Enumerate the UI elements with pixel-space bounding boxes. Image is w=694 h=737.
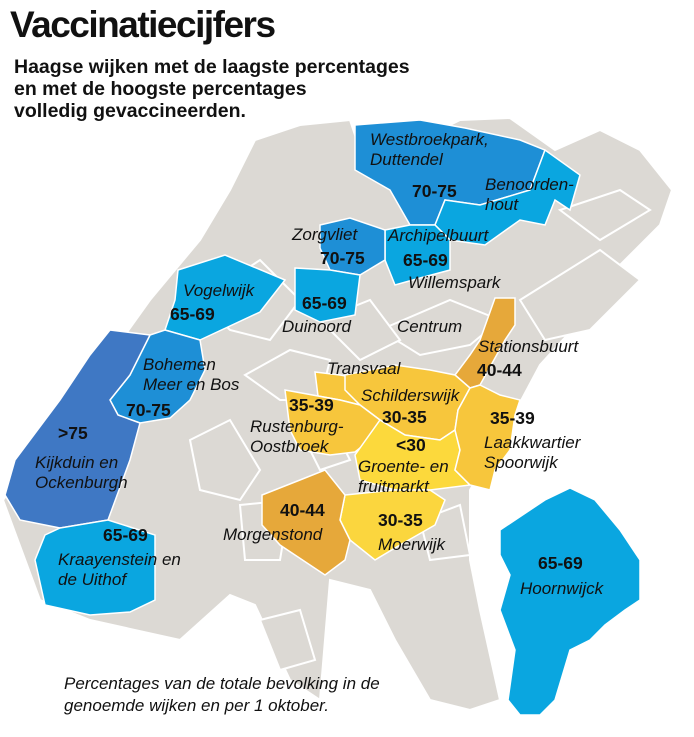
pct-hoornwijck: 65-69 — [538, 553, 583, 573]
label-duinoord: Duinoord — [282, 317, 351, 336]
map-title: Vaccinatiecijfers — [10, 4, 275, 45]
pct-morgenstond: 40-44 — [280, 500, 325, 520]
subtitle-line: volledig gevaccineerden. — [14, 100, 246, 122]
label-schilderswijk: Schilderswijk — [361, 386, 460, 405]
district-hoornwijck — [500, 488, 640, 715]
label-transvaal: Transvaal — [327, 359, 401, 378]
label-westbroekpark: Westbroekpark, Duttendel — [370, 130, 489, 169]
label-rustenburg: Rustenburg-Oostbroek — [250, 417, 344, 456]
label-vogelwijk: Vogelwijk — [183, 281, 255, 300]
pct-vogelwijk: 65-69 — [170, 304, 215, 324]
label-kraayenstein: Kraayenstein en de Uithof — [58, 550, 181, 589]
label-groente: Groente- en fruitmarkt — [358, 457, 449, 496]
label-centrum: Centrum — [397, 317, 463, 336]
pct-kraayenstein: 65-69 — [103, 525, 148, 545]
pct-duinoord: 65-69 — [302, 293, 347, 313]
label-benoordenhout: Benoorden-hout — [485, 175, 574, 214]
label-archipelbuurt: Archipelbuurt — [388, 226, 489, 245]
pct-stationsbuurt: 40-44 — [477, 360, 522, 380]
label-zorgvliet: Zorgvliet — [292, 225, 358, 244]
pct-groente: <30 — [396, 435, 426, 455]
pct-bohemen: 70-75 — [126, 400, 171, 420]
pct-rustenburg: 35-39 — [289, 395, 334, 415]
label-morgenstond: Morgenstond — [223, 525, 323, 544]
footnote-line: Percentages van de totale bevolking in de — [64, 674, 380, 693]
footnote-line: genoemde wijken en per 1 oktober. — [64, 696, 329, 715]
label-stationsbuurt: Stationsbuurt — [478, 337, 579, 356]
pct-archipelbuurt: 65-69 — [403, 250, 448, 270]
subtitle-line: Haagse wijken met de laagste percentages — [14, 56, 410, 78]
pct-laakkwartier: 35-39 — [490, 408, 535, 428]
footnote — [64, 673, 380, 717]
subtitle-line: en met de hoogste percentages — [14, 78, 307, 100]
label-hoornwijck: Hoornwijck — [520, 579, 604, 598]
label-willemspark: Willemspark — [408, 273, 501, 292]
label-kijkduin: Kijkduin en Ockenburgh — [35, 453, 128, 492]
pct-kijkduin: >75 — [58, 423, 88, 443]
pct-westbroekpark: 70-75 — [412, 181, 457, 201]
pct-moerwijk: 30-35 — [378, 510, 423, 530]
label-moerwijk: Moerwijk — [378, 535, 446, 554]
pct-zorgvliet: 70-75 — [320, 248, 365, 268]
pct-schilderswijk: 30-35 — [382, 407, 427, 427]
label-laakkwartier: Laakkwartier Spoorwijk — [484, 433, 581, 472]
label-bohemen: Bohemen Meer en Bos — [143, 355, 240, 394]
